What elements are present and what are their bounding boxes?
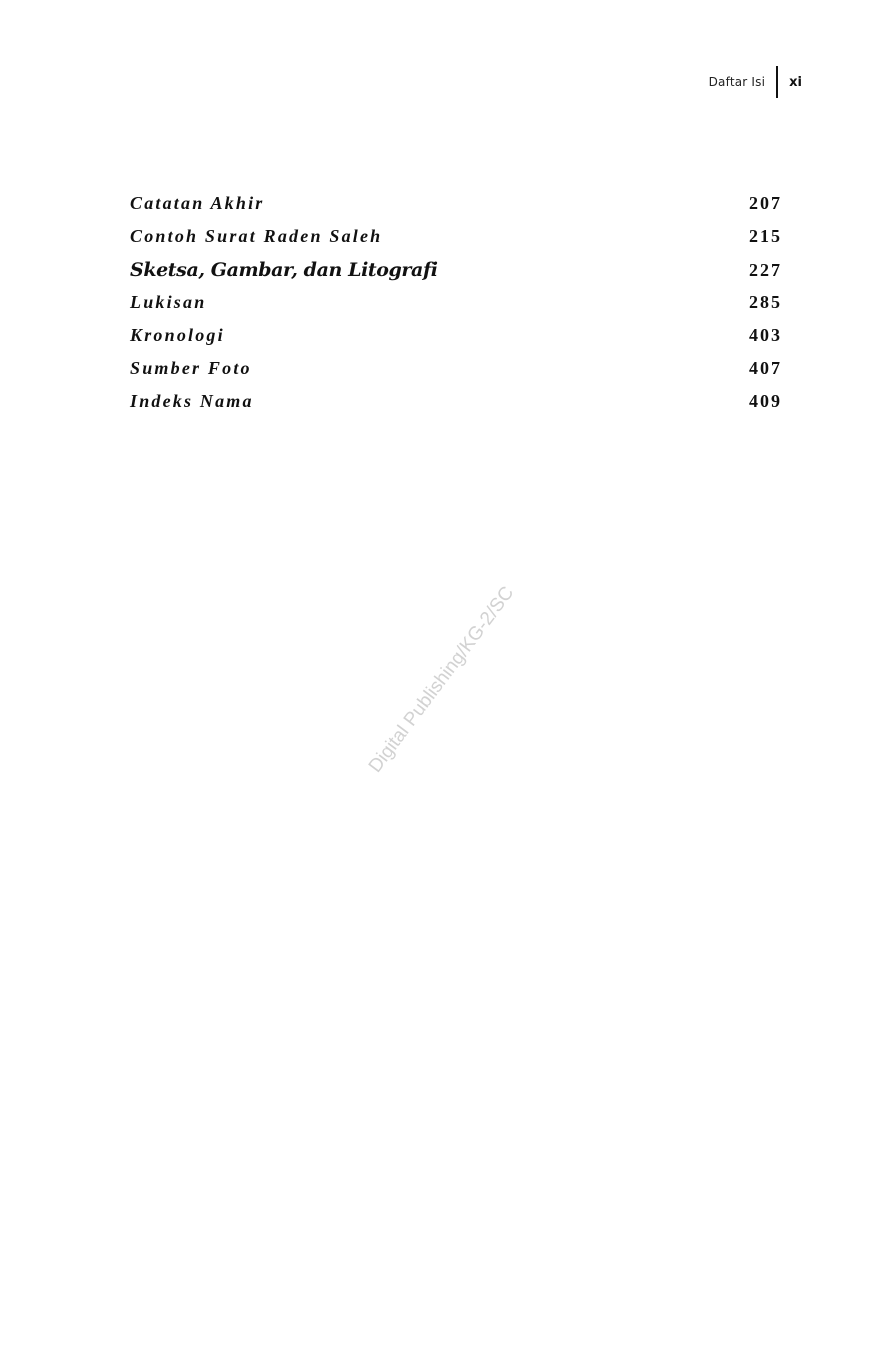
toc-entry-page: 207	[749, 193, 782, 213]
toc-entry-title: Kronologi	[130, 325, 225, 345]
toc-entry-page: 285	[749, 292, 782, 312]
toc-entry-title: Lukisan	[130, 292, 207, 312]
toc-entry-sumber-foto[interactable]	[130, 358, 780, 391]
toc-entry-catatan-akhir[interactable]	[130, 193, 780, 226]
toc-entry-page: 227	[749, 260, 782, 280]
toc-entry-page: 403	[749, 325, 782, 345]
table-of-contents	[130, 193, 780, 424]
toc-entry-page: 215	[749, 226, 782, 246]
toc-entry-title: Sumber Foto	[130, 358, 252, 378]
section-name: Daftar Isi	[708, 75, 766, 89]
toc-entry-contoh-surat[interactable]	[130, 226, 780, 259]
toc-entry-title: Catatan Akhir	[130, 193, 265, 213]
watermark: Digital Publishing/KG-2/SC	[364, 582, 519, 777]
toc-entry-kronologi[interactable]	[130, 325, 780, 358]
toc-entry-title: Indeks Nama	[130, 391, 254, 411]
running-header	[709, 66, 802, 98]
toc-entry-sketsa[interactable]	[130, 259, 780, 292]
toc-entry-lukisan[interactable]	[130, 292, 780, 325]
toc-entry-title: Contoh Surat Raden Saleh	[130, 226, 383, 246]
toc-entry-title: Sketsa, Gambar, dan Litografi	[130, 259, 438, 281]
toc-entry-indeks-nama[interactable]	[130, 391, 780, 424]
toc-entry-page: 407	[749, 358, 782, 378]
toc-entry-page: 409	[749, 391, 782, 411]
page-number: xi	[789, 74, 802, 90]
